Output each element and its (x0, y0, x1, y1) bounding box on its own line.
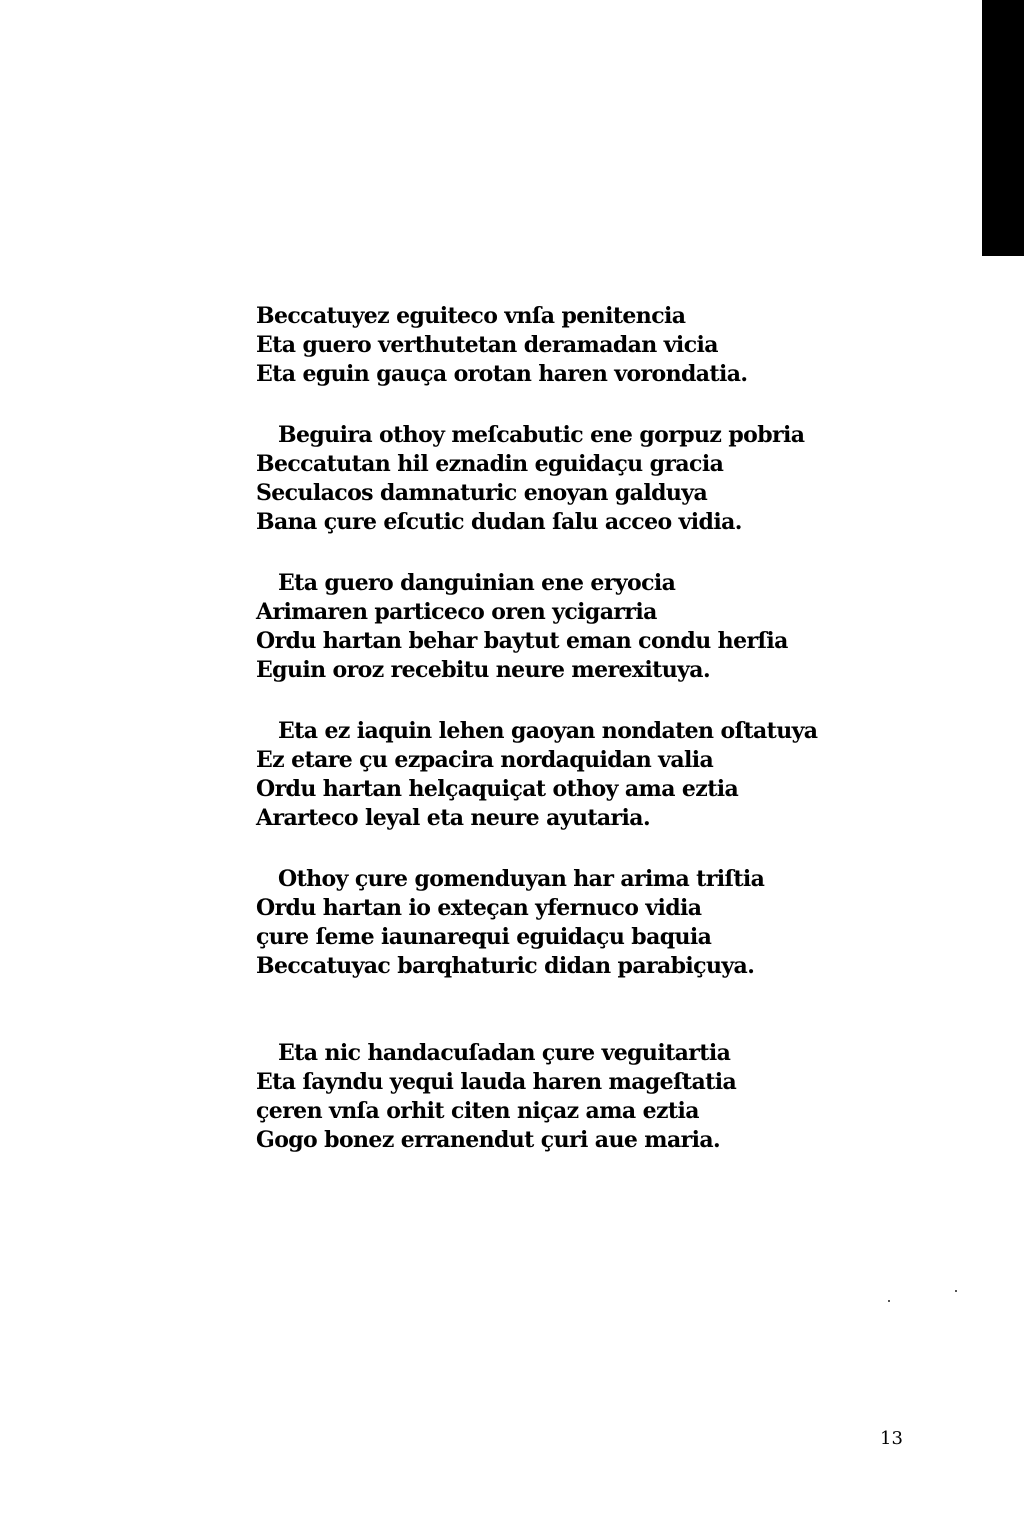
page-number: 13 (880, 1428, 903, 1449)
stanza-3 (256, 569, 876, 685)
poem-line: Eta nic handacuſadan çure veguitartia (278, 1040, 731, 1066)
poem-line: Bana çure eſcutic dudan ſalu acceo vidia. (256, 509, 742, 535)
poem-line: Beguira othoy meſcabutic ene gorpuz pobria (278, 422, 805, 448)
poem-line: Ordu hartan behar baytut eman condu herſia (256, 628, 788, 654)
poem-line: çure ſeme iaunarequi eguidaçu baquia (256, 924, 712, 950)
poem-line: Beccatuyez eguiteco vnſa penitencia (256, 303, 686, 329)
stanza-2 (256, 421, 876, 537)
stanza-5 (256, 865, 876, 981)
poem-line: Beccatuyac barqhaturic didan parabiçuya. (256, 953, 755, 979)
poem-line: Arimaren particeco oren ycigarria (256, 599, 657, 625)
poem-line: Eguin oroz recebitu neure merexituya. (256, 657, 711, 683)
poem-line: Gogo bonez erranendut çuri aue maria. (256, 1127, 721, 1153)
poem-line: Beccatutan hil eznadin eguidaçu gracia (256, 451, 724, 477)
poem-line: Ararteco leyal eta neure ayutaria. (256, 805, 651, 831)
poem-line: Ordu hartan io exteçan yfernuco vidia (256, 895, 702, 921)
poem-line: Eta ſayndu yequi lauda haren mageſtatia (256, 1069, 737, 1095)
poem-line: Seculacos damnaturic enoyan galduya (256, 480, 708, 506)
stanza-4 (256, 717, 876, 833)
poem (256, 302, 876, 1155)
scan-edge-strip (982, 0, 1024, 256)
poem-line: çeren vnſa orhit citen niçaz ama eztia (256, 1098, 699, 1124)
poem-line: Eta guero verthutetan deramadan vicia (256, 332, 718, 358)
poem-line: Eta eguin gauça orotan haren vorondatia. (256, 361, 748, 387)
stanza-1 (256, 302, 876, 389)
poem-line: Ez etare çu ezpacira nordaquidan valia (256, 747, 714, 773)
poem-line: Ordu hartan helçaquiçat othoy ama eztia (256, 776, 739, 802)
poem-line: Eta ez iaquin lehen gaoyan nondaten oſtatuya (278, 718, 818, 744)
stanza-6 (256, 1039, 876, 1155)
scan-speck (888, 1300, 890, 1302)
scan-speck (955, 1290, 957, 1292)
poem-line: Eta guero danguinian ene eryocia (278, 570, 676, 596)
poem-line: Othoy çure gomenduyan har arima triſtia (278, 866, 765, 892)
